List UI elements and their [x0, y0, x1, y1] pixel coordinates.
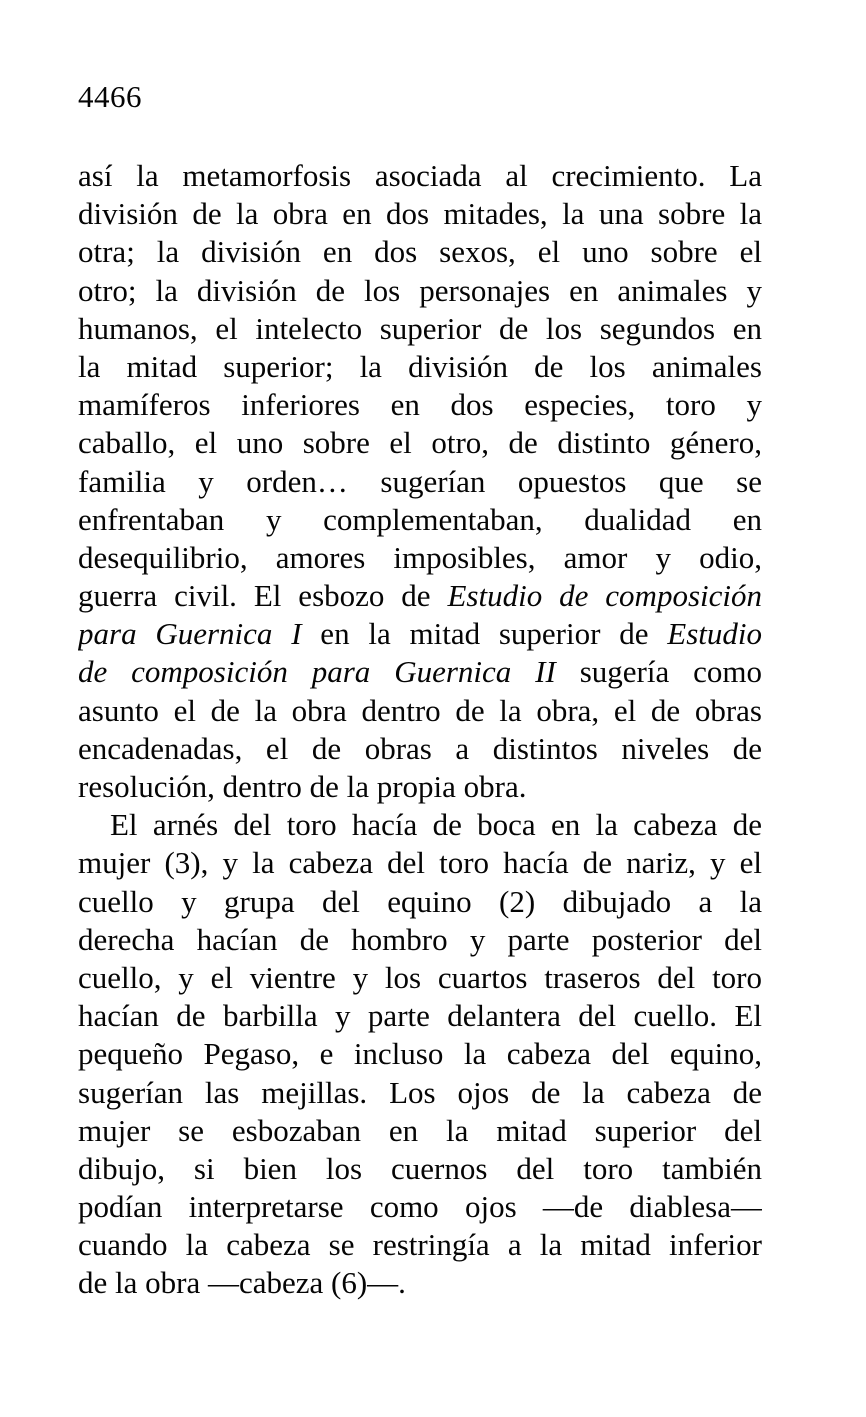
text-run: desequilibrio, amores imposibles, amor y odio,	[78, 539, 762, 575]
text-run: sugería como	[555, 654, 762, 690]
text-run: otro; la división de los personajes en animales y	[78, 272, 762, 308]
text-line	[78, 730, 762, 768]
text-line	[78, 463, 762, 501]
text-run: humanos, el intelecto superior de los segundos en	[78, 310, 762, 346]
text-line	[78, 348, 762, 386]
text-run: de la obra —cabeza (6)—.	[78, 1265, 406, 1301]
text-run: cuello y grupa del equino (2) dibujado a la	[78, 883, 762, 919]
text-run: guerra civil. El esbozo de	[78, 578, 448, 614]
text-line	[78, 806, 762, 844]
text-line	[78, 883, 762, 921]
text-run: El arnés del toro hacía de boca en la cabeza de	[110, 807, 762, 843]
text-run: pequeño Pegaso, e incluso la cabeza del equino,	[78, 1036, 762, 1072]
page-number: 4466	[78, 79, 142, 114]
text-line	[78, 997, 762, 1035]
text-line	[78, 1074, 762, 1112]
text-run: Estudio de composición	[447, 578, 762, 614]
text-run: derecha hacían de hombro y parte posterior del	[78, 921, 762, 957]
text-line	[78, 692, 762, 730]
text-line	[78, 272, 762, 310]
text-run: caballo, el uno sobre el otro, de distinto género,	[78, 425, 762, 461]
text-line	[78, 1150, 762, 1188]
text-line	[78, 1226, 762, 1264]
text-line	[78, 501, 762, 539]
text-line	[78, 959, 762, 997]
text-run: familia y orden… sugerían opuestos que se	[78, 463, 762, 499]
text-run: resolución, dentro de la propia obra.	[78, 769, 527, 804]
text-run: cuello, y el vientre y los cuartos traseros del toro	[78, 959, 762, 995]
text-line	[78, 424, 762, 462]
text-run: en la mitad superior de	[301, 616, 668, 652]
text-run: cuando la cabeza se restringía a la mitad inferior	[78, 1227, 762, 1263]
text-run: asunto el de la obra dentro de la obra, el de obras	[78, 692, 762, 728]
text-line	[78, 310, 762, 348]
text-run: para Guernica I	[78, 616, 302, 652]
text-line	[78, 1035, 762, 1073]
text-run: encadenadas, el de obras a distintos niveles de	[78, 730, 762, 766]
text-line	[78, 233, 762, 271]
text-line	[78, 1188, 762, 1226]
text-run: división de la obra en dos mitades, la una sobre la	[78, 196, 762, 232]
text-line	[78, 768, 762, 806]
text-line	[78, 386, 762, 424]
text-line	[78, 844, 762, 882]
text-line	[78, 615, 762, 653]
text-line	[78, 195, 762, 233]
text-run: podían interpretarse como ojos —de diablesa—	[78, 1189, 762, 1225]
text-line	[78, 157, 762, 195]
text-run: mujer se esbozaban en la mitad superior del	[78, 1112, 762, 1148]
text-line	[78, 1264, 762, 1302]
text-run: de composición para Guernica II	[78, 654, 556, 690]
text-line	[78, 921, 762, 959]
text-run: dibujo, si bien los cuernos del toro también	[78, 1150, 762, 1186]
text-run: hacían de barbilla y parte delantera del cuello. El	[78, 998, 762, 1034]
paragraph	[78, 806, 762, 1302]
text-run: así la metamorfosis asociada al crecimiento. La	[78, 158, 762, 193]
text-run: sugerían las mejillas. Los ojos de la cabeza de	[78, 1074, 762, 1110]
text-line	[78, 577, 762, 615]
text-run: enfrentaban y complementaban, dualidad en	[78, 501, 762, 537]
text-line	[78, 653, 762, 691]
text-run: Estudio	[667, 616, 762, 652]
text-run: la mitad superior; la división de los animales	[78, 348, 762, 384]
text-run: mujer (3), y la cabeza del toro hacía de nariz, y el	[78, 845, 762, 881]
text-run: mamíferos inferiores en dos especies, toro y	[78, 387, 762, 423]
body-text	[78, 157, 762, 1303]
text-line	[78, 1112, 762, 1150]
paragraph	[78, 157, 762, 806]
text-run: otra; la división en dos sexos, el uno sobre el	[78, 234, 762, 270]
text-line	[78, 539, 762, 577]
